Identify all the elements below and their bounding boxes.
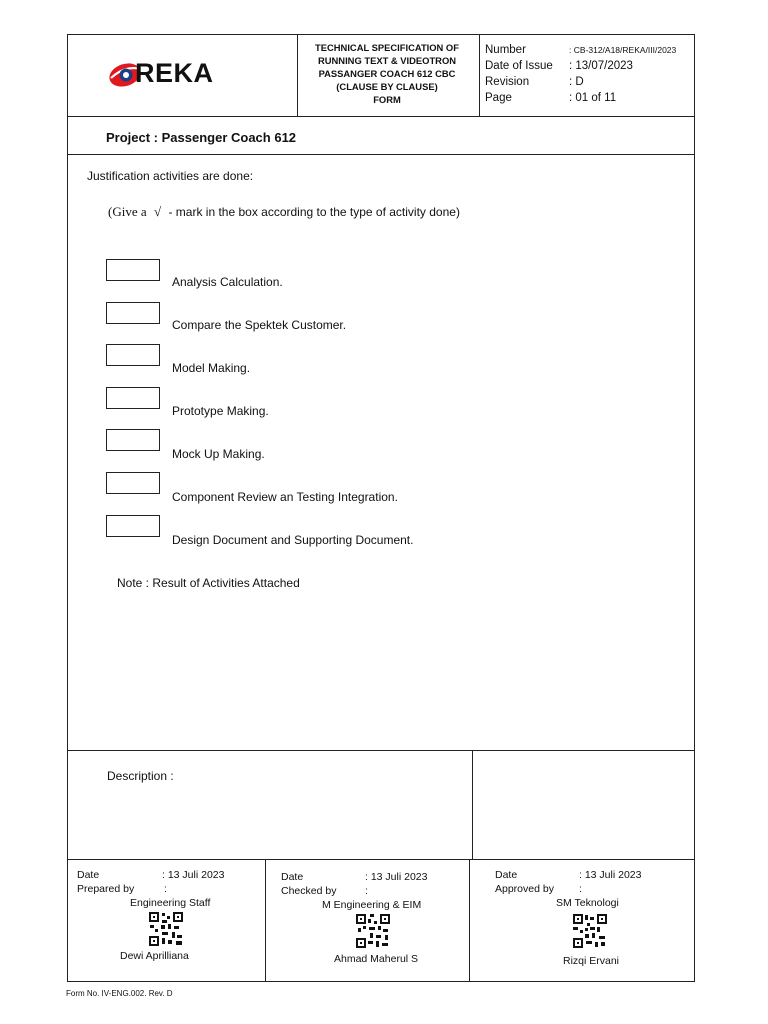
title-line: PASSANGER COACH 612 CBC [318, 68, 456, 79]
qr-code-icon [355, 913, 391, 949]
activity-label: Mock Up Making. [172, 447, 265, 461]
description-label: Description : [107, 769, 174, 783]
sig-date-row [495, 868, 690, 882]
sig-action-row [77, 882, 262, 896]
meta-value: : 01 of 11 [569, 92, 617, 104]
form-number: Form No. IV-ENG.002. Rev. D [66, 989, 173, 998]
sig-name: Ahmad Maherul S [334, 953, 419, 965]
title-line: (CLAUSE BY CLAUSE) [336, 81, 438, 92]
meta-label: Date of Issue [485, 60, 553, 72]
sig-action-row [495, 882, 690, 896]
body-bottom-line [67, 750, 695, 751]
description-divider [472, 750, 473, 859]
signature-divider-2 [469, 859, 470, 982]
sig-role: M Engineering & EIM [322, 899, 422, 911]
header-divider-right [479, 34, 480, 116]
meta-label: Page [485, 92, 512, 104]
document-title [300, 41, 474, 106]
signature-divider-1 [265, 859, 266, 982]
qr-code-icon [572, 913, 608, 949]
activity-checkbox-analysis[interactable] [106, 259, 160, 281]
logo-text: REKA [135, 58, 214, 88]
meta-value: : 13/07/2023 [569, 60, 633, 72]
sig-action-colon: : [164, 883, 167, 895]
sig-date-row [281, 870, 466, 884]
sig-action-colon: : [579, 883, 582, 895]
meta-label: Revision [485, 76, 530, 88]
sig-date-value: : 13 Juli 2023 [162, 869, 225, 881]
sig-action-row [281, 884, 466, 898]
activity-label: Design Document and Supporting Document. [172, 533, 414, 547]
sig-date-label: Date [495, 869, 518, 881]
note-text: Note : Result of Activities Attached [117, 576, 300, 590]
activity-checkbox-compare[interactable] [106, 302, 160, 324]
sig-action-label: Approved by [495, 883, 554, 895]
activity-label: Component Review an Testing Integration. [172, 490, 398, 504]
sig-action-label: Checked by [281, 885, 337, 897]
activity-checkbox-prototype[interactable] [106, 387, 160, 409]
header-bottom-line [67, 116, 695, 117]
qr-code-icon [148, 911, 184, 947]
sig-action-colon: : [365, 885, 368, 897]
instruction-prefix: (Give a [108, 204, 147, 219]
sig-action-label: Prepared by [77, 883, 135, 895]
title-line: TECHNICAL SPECIFICATION OF [315, 42, 459, 53]
sig-role: Engineering Staff [130, 897, 211, 909]
sig-date-row [77, 868, 262, 882]
sig-date-value: : 13 Juli 2023 [365, 871, 428, 883]
instruction-suffix: - mark in the box according to the type of activity done) [168, 205, 460, 219]
title-line: RUNNING TEXT & VIDEOTRON [317, 55, 457, 66]
project-title: Project : Passenger Coach 612 [106, 130, 297, 145]
sig-date-label: Date [281, 871, 304, 883]
activity-label: Analysis Calculation. [172, 275, 283, 289]
activity-label: Compare the Spektek Customer. [172, 318, 347, 332]
sig-date-label: Date [77, 869, 100, 881]
meta-label: Number [485, 44, 526, 56]
activity-label: Model Making. [172, 361, 251, 375]
activity-checkbox-mockup[interactable] [106, 429, 160, 451]
intro-text: Justification activities are done: [87, 169, 254, 183]
signature-block-checked [281, 870, 466, 980]
sig-date-value: : 13 Juli 2023 [579, 869, 642, 881]
meta-value: : D [569, 76, 584, 88]
instruction-text [108, 204, 460, 220]
sig-name: Rizqi Ervani [563, 955, 620, 967]
meta-value: : CB-312/A18/REKA/III/2023 [569, 45, 677, 55]
activity-checkbox-design-document[interactable] [106, 515, 160, 537]
sig-name: Dewi Aprilliana [120, 950, 189, 962]
activity-label: Prototype Making. [172, 404, 269, 418]
description-bottom-line [67, 859, 695, 860]
signature-block-approved [495, 868, 690, 978]
sig-role: SM Teknologi [556, 897, 619, 909]
company-logo [105, 56, 255, 94]
signature-block-prepared [77, 868, 262, 978]
check-mark-icon: √ [153, 204, 162, 219]
activity-checkbox-model[interactable] [106, 344, 160, 366]
activity-checkbox-component-review[interactable] [106, 472, 160, 494]
title-line: FORM [373, 94, 401, 105]
header-divider-left [297, 34, 298, 116]
project-bottom-line [67, 154, 695, 155]
